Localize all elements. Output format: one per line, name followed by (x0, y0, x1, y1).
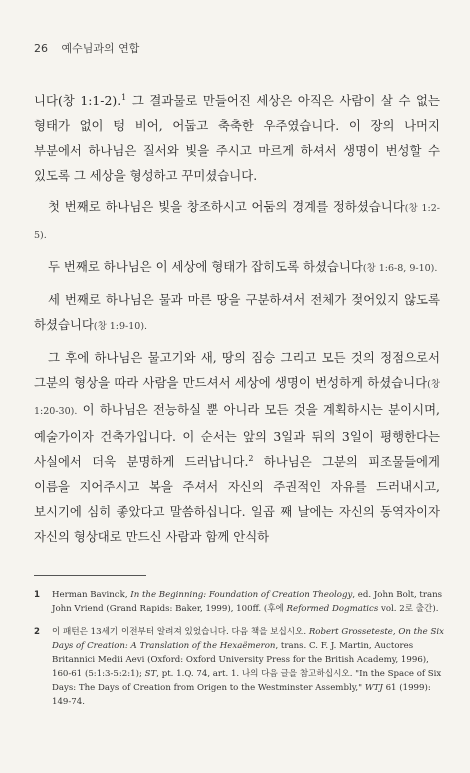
paragraph-text: 그 후에 하나님은 물고기와 새, 땅의 짐승 그리고 모든 것의 정점으로서 그분의 형상을 따라 사람을 만드셔서 세상에 생명이 번성하게 하셨습니다 (34, 350, 440, 390)
scripture-ref: (창 1:6-8, 9-10). (362, 263, 438, 274)
footnote-segment: vol. 2로 출간). (378, 604, 439, 614)
paragraph (34, 287, 440, 339)
book-title: Robert Grosseteste, On the Six Days of Creation: A Translation of the Hexaëmeron (52, 627, 444, 651)
footnote-number: 2 (34, 627, 40, 637)
footnote (34, 588, 444, 616)
footnote (34, 625, 444, 709)
footnote-text (52, 588, 444, 616)
body-text (34, 88, 440, 555)
running-header (34, 40, 139, 56)
paragraph-text: 첫 번째로 하나님은 빛을 창조하시고 어둠의 경계를 정하셨습니다 (48, 199, 405, 214)
book-title: In the Beginning: Foundation of Creation Theology (130, 590, 353, 600)
scripture-ref: (창 1:9-10). (93, 321, 148, 332)
footnote-divider (34, 575, 146, 576)
scripture-ref: (창 1:20-30). (34, 379, 440, 417)
paragraph-text: 니다(창 1:1-2). (34, 93, 122, 108)
footnote-segment: , trans. C. F. J. Martin, Auctores Britannici Medii Aevi (Oxford: Oxford University Press for the British Academy, 1996), 160-61 (5:1:3-5:2:1); (52, 641, 429, 679)
paragraph (34, 194, 440, 248)
footnote-segment: 61 (1999): 149-74. (52, 683, 431, 707)
footnote-segment: , ed. John Bolt, trans John Vriend (Grand Rapids: Baker, 1999), 100ff. (후에 (52, 590, 443, 614)
footnote-text (52, 625, 444, 709)
footnote-segment: 이 패턴은 13세기 이전부터 알려져 있었습니다. 다음 책을 보십시오. (52, 627, 309, 637)
footnotes (34, 588, 444, 718)
book-title: Reformed Dogmatics (286, 604, 379, 614)
paragraph (34, 254, 440, 281)
page-number: 26 (34, 42, 48, 55)
book-title: ST (144, 669, 157, 679)
footnote-segment: , pt. 1.Q. 74, art. 1. 나의 다음 글을 참고하십시오. "In the Space of Six Days: The Days of Creation from Origen to the Westminster Assembly," (52, 669, 442, 693)
paragraph-text: 그 결과물로 만들어진 세상은 아직은 사람이 살 수 없는 형태가 없이 텅 비어, 어둡고 축축한 우주였습니다. 이 장의 나머지 부분에서 하나님은 질서와 빛을 주시고 마르게 하셔서 생명이 번성할 수 있도록 그 세상을 형성하고 꾸미셨습니다. (34, 93, 440, 183)
paragraph (34, 88, 440, 188)
paragraph-text: 이 하나님은 전능하실 뿐 아니라 모든 것을 계획하시는 분이시며, 예술가이자 건축가입니다. 이 순서는 앞의 3일과 뒤의 3일이 평행한다는 사실에서 더욱 분명하게 드러납니다. (34, 402, 440, 469)
paragraph (34, 345, 440, 549)
paragraph-text: 하나님은 그분의 피조물들에게 이름을 지어주시고 복을 주셔서 자신의 주권적인 자유를 드러내시고, 보시기에 심히 좋았다고 말씀하십니다. 일곱 째 날에는 자신의 동역자이자 자신의 형상대로 만드신 사람과 함께 안식하 (34, 454, 440, 544)
journal-title: WTJ (364, 683, 383, 693)
footnote-number: 1 (34, 590, 40, 600)
footnote-segment: Herman Bavinck, (52, 590, 131, 600)
footnote-ref[interactable]: 2 (248, 453, 254, 463)
paragraph-text: 세 번째로 하나님은 물과 마른 땅을 구분하셔서 전체가 젖어있지 않도록 하셨습니다 (34, 292, 440, 332)
scripture-ref: (창 1:2-5). (34, 203, 440, 241)
paragraph-text: 두 번째로 하나님은 이 세상에 형태가 잡히도록 하셨습니다 (48, 259, 363, 274)
footnote-ref[interactable]: 1 (121, 92, 127, 102)
chapter-title: 예수님과의 연합 (61, 42, 140, 55)
